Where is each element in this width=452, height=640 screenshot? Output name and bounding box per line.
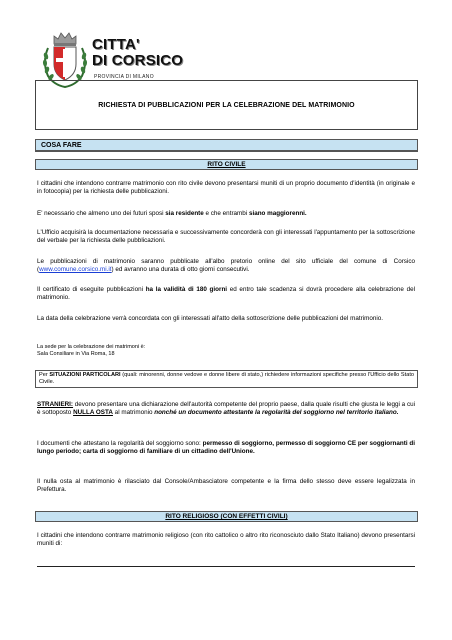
stranieri-text-d: nonché un documento attestante la regolarità del soggiorno nel territorio italiano. [154, 409, 399, 417]
requirements-residente: sia residente [165, 210, 204, 217]
province-label: PROVINCIA DI MILANO [94, 74, 154, 80]
note-text-a: Per [39, 372, 50, 378]
stranieri-text-c: al matrimonio [112, 409, 155, 417]
note-situazioni-particolari: SITUAZIONI PARTICOLARI [49, 372, 121, 378]
requirements-maggiorenni: siano maggiorenni. [248, 210, 307, 217]
section-header-cosa-fare: COSA FARE [35, 139, 418, 152]
requirements-text-a: E' necessario che almeno uno dei futuri sposi [37, 210, 166, 217]
rito-religioso-heading [35, 511, 418, 522]
city-name [92, 37, 183, 69]
rito-civile-heading [35, 159, 418, 170]
soggiorno-documents: permesso di soggiorno, permesso di soggiorno CE per soggiornanti di lungo periodo; carta di soggiorno di familiare di un cittadino dell'Unione. [37, 440, 415, 456]
note-text-c: (quali: minorenni, donne vedove e donne libere di stato,) richiedere informazioni specifiche presso l'Ufficio dello Stato Civile. [39, 372, 414, 386]
nulla-osta-label: NULLA OSTA [73, 409, 113, 417]
paragraph-stranieri [37, 401, 415, 417]
venue-address: Sala Consiliare in Via Roma, 18 [37, 351, 115, 357]
paragraph-requirements [37, 210, 415, 218]
special-situations-note [35, 370, 418, 388]
certificate-text-c: ed entro tale scadenza si dovrà procedere alla celebrazione del matrimonio. [37, 286, 416, 302]
divider-line [37, 566, 415, 567]
comune-website-link[interactable]: www.comune.corsico.mi.it [39, 266, 112, 274]
publication-text-a: Le pubblicazioni di matrimonio saranno pubblicate all'albo pretorio online del sito ufficiale del comune di Corsico ( [37, 258, 415, 274]
publication-text-b: ) ed avranno una durata di otto giorni consecutivi. [111, 266, 250, 274]
rito-religioso-heading-text: RITO RELIGIOSO (CON EFFETTI CIVILI) [165, 513, 288, 520]
paragraph-documents: I cittadini che intendono contrarre matrimonio con rito civile devono presentarsi muniti di un proprio documento d'identità (in originale e in fotocopia) per la richiesta delle pubblicazioni. [37, 180, 415, 196]
venue-info [37, 344, 415, 358]
stranieri-label: STRANIERI: [37, 401, 74, 408]
paragraph-nulla-osta: Il nulla osta al matrimonio è rilasciato dal Console/Ambasciatore competente e la firma dello stesso deve essere legalizzata in Prefettura. [37, 478, 415, 494]
paragraph-date: La data della celebrazione verrà concordata con gli interessati all'atto della sottoscrizione delle pubblicazioni del matrimonio. [37, 315, 383, 322]
rito-civile-heading-text: RITO CIVILE [207, 161, 246, 168]
paragraph-publication [37, 258, 415, 274]
paragraph-soggiorno [37, 440, 415, 456]
paragraph-certificate [37, 286, 415, 302]
document-title-box [35, 80, 418, 130]
soggiorno-text-a: I documenti che attestano la regolarità del soggiorno sono: [37, 440, 203, 447]
city-name-line1: CITTA' [92, 36, 140, 53]
document-title: RICHIESTA DI PUBBLICAZIONI PER LA CELEBRAZIONE DEL MATRIMONIO [98, 101, 355, 109]
paragraph-religioso: I cittadini che intendono contrarre matrimonio religioso (con rito cattolico o altro rito riconosciuto dallo Stato Italiano) devono presentarsi muniti di: [37, 532, 415, 548]
stranieri-text-a: devono presentare una dichiarazione dell'autorità competente del proprio paese, dalla quale risulti che giusta le leggi a cui è sottoposto [37, 401, 415, 417]
venue-label: La sede per la celebrazione dei matrimoni è: [37, 344, 146, 350]
requirements-text-c: e che entrambi [203, 210, 249, 217]
certificate-text-a: Il certificato di eseguite pubblicazioni [37, 286, 146, 293]
city-name-line2: DI CORSICO [92, 52, 184, 69]
certificate-validity: ha la validità di 180 giorni [145, 286, 228, 293]
paragraph-office: L'Ufficio acquisirà la documentazione necessaria e successivamente concorderà con gli interessati l'appuntamento per la sottoscrizione del verbale per la richiesta delle pubblicazioni. [37, 229, 415, 245]
